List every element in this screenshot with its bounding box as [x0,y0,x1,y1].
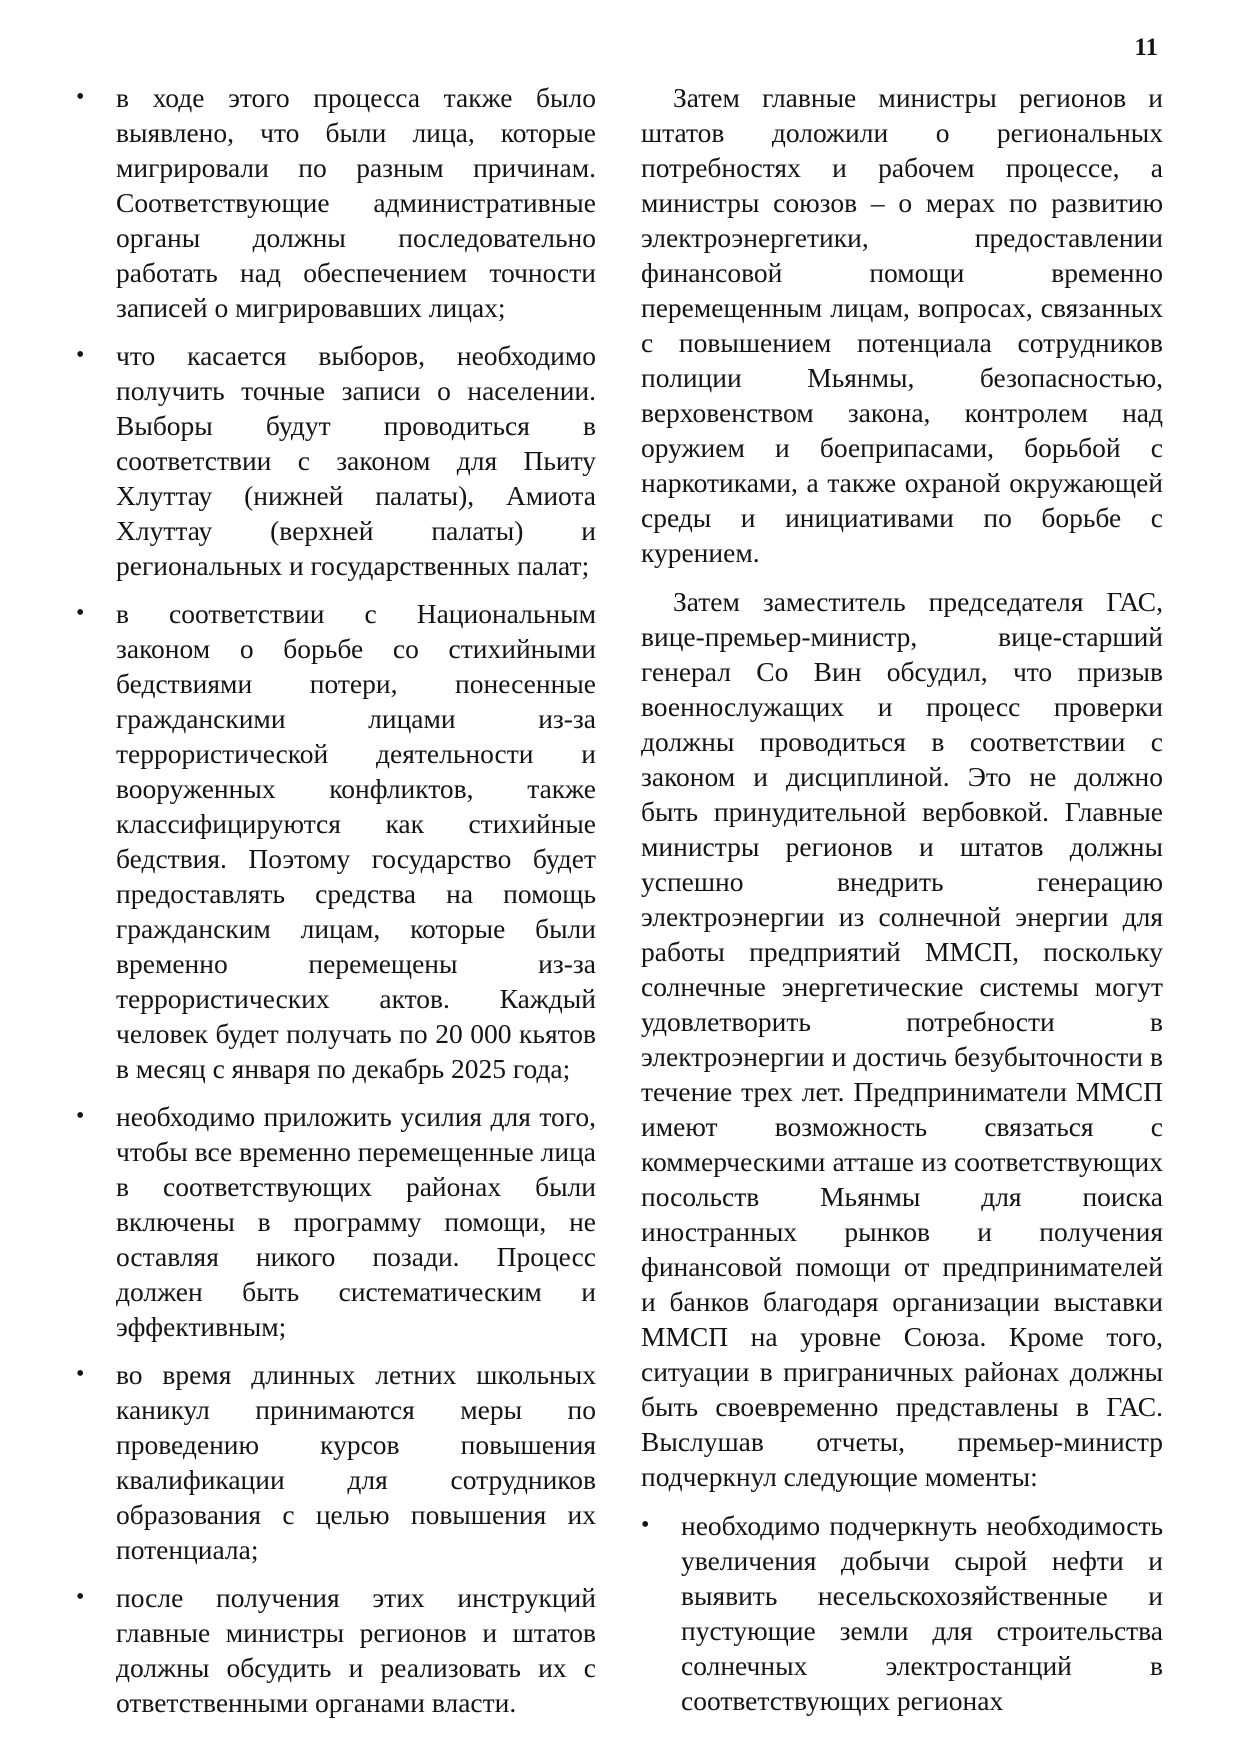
paragraph: Затем заместитель председателя ГАС, вице-премьер-министр, вице-старший генерал Со Вин обсудил, что призыв военнослужащих и процесс проверки должны проводиться в соответствии с законом и дисциплиной. Это не должно быть принудительной вербовкой. Главные министры регионов и штатов должны успешно внедрить генерацию электроэнергии из солнечной энергии для работы предприятий ММСП, поскольку солнечные энергетические системы могут удовлетворить потребности в электроэнергии и достичь безубыточности в течение трех лет. Предприниматели ММСП имеют возможность связаться с коммерческими атташе из соответствующих посольств Мьянмы для поиска иностранных рынков и получения финансовой помощи от предпринимателей и банков благодаря организации выставки ММСП на уровне Союза. Кроме того, ситуации в приграничных районах должны быть своевременно представлены в ГАС. Выслушав отчеты, премьер-министр подчеркнул следующие моменты: [641,586,1163,1492]
list-item [641,1508,1163,1718]
page-number: 11 [1134,34,1158,61]
list-item [76,1357,596,1567]
left-column [76,80,596,1733]
bullet-text: • после получения этих инструкций главные министры регионов и штатов должны обсудить и реализовать их с ответственными органами власти. [116,1582,596,1718]
left-bullet-list [76,80,596,1720]
paragraph: Затем главные министры регионов и штатов доложили о региональных потребностях и рабочем процессе, а министры союзов – о мерах по развитию электроэнергетики, предоставлении финансовой помощи временно перемещенным лицам, вопросах, связанных с повышением потенциала сотрудников полиции Мьянмы, безопасностью, верховенством закона, контролем над оружием и боеприпасами, борьбой с наркотиками, а также охраной окружающей среды и инициативами по борьбе с курением. [641,82,1163,568]
bullet-text: • в соответствии с Национальным законом о борьбе со стихийными бедствиями потери, понесенные гражданскими лицами из-за террористической деятельности и вооруженных конфликтов, также классифицируются как стихийные бедствия. Поэтому государство будет предоставлять средства на помощь гражданским лицам, которые были временно перемещены из-за террористических актов. Каждый человек будет получать по 20 000 кьятов в месяц с января по декабрь 2025 года; [116,598,596,1084]
right-column [641,80,1163,1731]
list-item [76,596,596,1086]
list-item [76,80,596,325]
bullet-text: • что касается выборов, необходимо получить точные записи о населении. Выборы будут проводиться в соответствии с законом для Пьиту Хлуттау (нижней палаты), Амиота Хлуттау (верхней палаты) и региональных и государственных палат; [116,340,596,581]
bullet-text: • во время длинных летних школьных каникул принимаются меры по проведению курсов повышения квалификации для сотрудников образования с целью повышения их потенциала; [116,1359,596,1565]
right-bullet-list [641,1508,1163,1718]
list-item [76,1099,596,1344]
bullet-text: • в ходе этого процесса также было выявлено, что были лица, которые мигрировали по разным причинам. Соответствующие административные органы должны последовательно работать над обеспечением точности записей о мигрировавших лицах; [116,82,596,323]
list-item [76,1580,596,1720]
bullet-text: • необходимо приложить усилия для того, чтобы все временно перемещенные лица в соответствующих районах были включены в программу помощи, не оставляя никого позади. Процесс должен быть систематическим и эффективным; [116,1101,596,1342]
list-item [76,338,596,583]
bullet-text: • необходимо подчеркнуть необходимость увеличения добычи сырой нефти и выявить несельскохозяйственные и пустующие земли для строительства солнечных электростанций в соответствующих регионах [681,1510,1163,1716]
